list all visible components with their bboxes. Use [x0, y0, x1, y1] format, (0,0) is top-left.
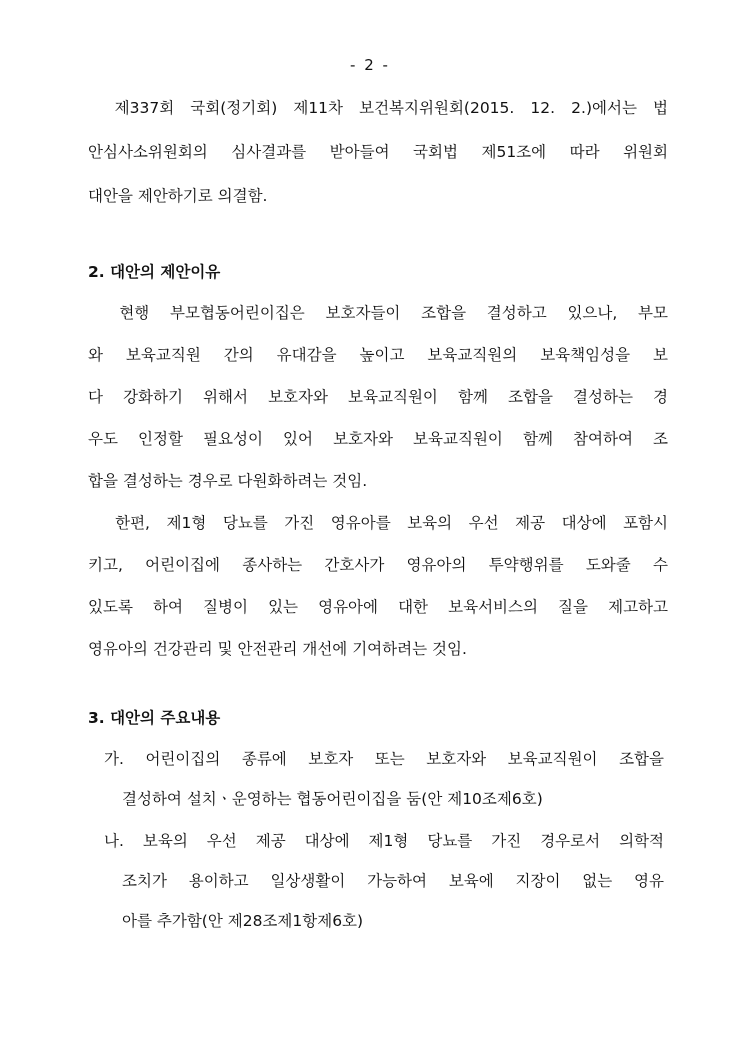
section-2-paragraph-2-line-2: 키고, 어린이집에 종사하는 간호사가 영유아의 투약행위를 도와줄 수 — [88, 556, 668, 574]
section-2-paragraph-2-line-3: 있도록 하여 질병이 있는 영유아에 대한 보육서비스의 질을 제고하고 — [88, 598, 668, 616]
item-ga-line-2: 결성하여 설치ㆍ운영하는 협동어린이집을 둠(안 제10조제6호) — [122, 790, 543, 808]
section-2-paragraph-1-line-3: 다 강화하기 위해서 보호자와 보육교직원이 함께 조합을 결성하는 경 — [88, 388, 668, 406]
section-2-paragraph-2-line-4: 영유아의 건강관리 및 안전관리 개선에 기여하려는 것임. — [88, 640, 467, 658]
section-2-paragraph-2-line-1: 한편, 제1형 당뇨를 가진 영유아를 보육의 우선 제공 대상에 포함시 — [88, 514, 668, 532]
intro-line-2: 안심사소위원회의 심사결과를 받아들여 국회법 제51조에 따라 위원회 — [88, 143, 668, 161]
intro-line-1: 제337회 국회(정기회) 제11차 보건복지위원회(2015. 12. 2.)에서는 법 — [88, 99, 668, 117]
item-na-line-2: 조치가 용이하고 일상생활이 가능하여 보육에 지장이 없는 영유 — [122, 872, 664, 890]
section-2-paragraph-1-line-2: 와 보육교직원 간의 유대감을 높이고 보육교직원의 보육책임성을 보 — [88, 346, 668, 364]
section-2-paragraph-1-line-4: 우도 인정할 필요성이 있어 보호자와 보육교직원이 함께 참여하여 조 — [88, 430, 668, 448]
item-ga-line-1: 가. 어린이집의 종류에 보호자 또는 보호자와 보육교직원이 조합을 — [104, 750, 664, 768]
section-2-paragraph-1-line-1: 현행 부모협동어린이집은 보호자들이 조합을 결성하고 있으나, 부모 — [88, 304, 668, 322]
page-number: - 2 - — [350, 56, 390, 74]
item-na-line-1: 나. 보육의 우선 제공 대상에 제1형 당뇨를 가진 경우로서 의학적 — [104, 832, 664, 850]
section-2-paragraph-1-line-5: 합을 결성하는 경우로 다원화하려는 것임. — [88, 472, 368, 490]
item-na-line-3: 아를 추가함(안 제28조제1항제6호) — [122, 912, 364, 930]
section-3-heading: 3. 대안의 주요내용 — [88, 709, 221, 727]
intro-line-3: 대안을 제안하기로 의결함. — [88, 187, 268, 205]
section-2-heading: 2. 대안의 제안이유 — [88, 263, 221, 281]
